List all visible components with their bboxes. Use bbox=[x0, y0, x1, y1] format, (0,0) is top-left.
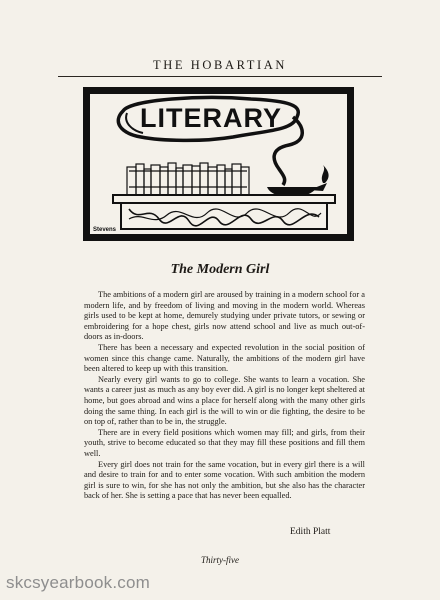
article-title: The Modern Girl bbox=[170, 262, 270, 277]
header-rule bbox=[58, 76, 382, 77]
shelf-top bbox=[113, 195, 335, 203]
literary-drawing bbox=[83, 87, 354, 241]
article-paragraph: There are in every field positions which women may fill; and girls, from their youth, strive to become educated so that they may fill these positions and fill them well. bbox=[84, 427, 365, 458]
banner-text: LITERARY bbox=[140, 103, 282, 133]
running-header: THE HOBARTIAN bbox=[152, 58, 288, 72]
literary-illustration bbox=[83, 87, 354, 241]
article-paragraph: There has been a necessary and expected revolution in the social position of women since this change came. Naturally, the ambitions of the modern girl have been altered to keep up with this transition. bbox=[84, 342, 365, 374]
article-paragraph: Nearly every girl wants to go to college. She wants to learn a vocation. She wants a career just as much as any boy ever did. A girl is no longer kept sheltered at home, but goes abroad and wins a place for herself along with the many other girls doing the same thing. In each girl is the will to win or die fighting, the desire to be on top of, rather than to be in, the struggle. bbox=[84, 374, 365, 427]
article-paragraph: The ambitions of a modern girl are aroused by training in a modern school for a modern life, and by freedom of living and moving in the modern world. Whereas girls used to be kept at home, demurely studying under private tutors, or sewing or embroidering for a hope chest, girls now attend school and live as much out-of-doors as in-doors. bbox=[84, 290, 365, 342]
site-watermark: skcsyearbook.com bbox=[6, 573, 150, 592]
article-paragraph: Every girl does not train for the same vocation, but in every girl there is a will and desire to train for and to enter some vocation. With such ambition the modern girl is sure to win, for she has not only the ambition, but she also has the character back of her. She is setting a pace that has never been equalled. bbox=[84, 459, 365, 501]
author-signature: Edith Platt bbox=[290, 527, 331, 537]
article-body bbox=[84, 290, 365, 502]
page-number: Thirty-five bbox=[201, 555, 239, 565]
artist-signature: Stevens bbox=[93, 227, 117, 233]
